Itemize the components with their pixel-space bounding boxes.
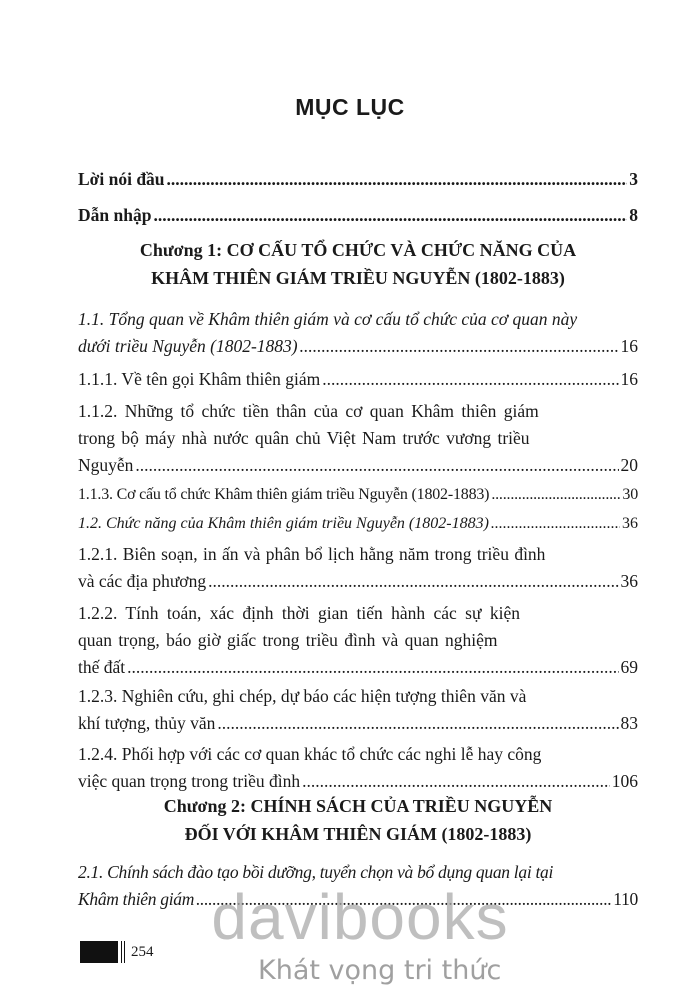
toc-entry-1-2[interactable] — [78, 510, 638, 537]
chapter-heading-line: Chương 1: CƠ CẤU TỔ CHỨC VÀ CHỨC NĂNG CỦA — [139, 240, 577, 260]
toc-entry-1-2-2[interactable] — [78, 600, 638, 681]
toc-entry-line: 1.1. Tổng quan về Khâm thiên giám và cơ cấu tổ chức của cơ quan này — [78, 309, 578, 329]
toc-entry-text: việc quan trọng trong triều đình — [78, 771, 301, 791]
toc-entry-preface[interactable] — [78, 166, 638, 193]
dot-leader — [167, 166, 628, 193]
footer-page-number: 254 — [131, 944, 154, 960]
chapter-heading-line: KHÂM THIÊN GIÁM TRIỀU NGUYỄN (1802-1883) — [151, 268, 565, 288]
toc-page-number: 30 — [622, 486, 638, 503]
dot-leader — [135, 452, 618, 479]
dot-leader — [491, 510, 620, 537]
toc-entry-1-2-1[interactable] — [78, 541, 638, 595]
chapter-heading-line: Chương 2: CHÍNH SÁCH CỦA TRIỀU NGUYỄN — [163, 796, 553, 816]
toc-page-number: 16 — [620, 369, 638, 389]
toc-page-number: 69 — [620, 657, 638, 677]
toc-entry-line: 1.2.4. Phối hợp với các cơ quan khác tổ chức các nghi lễ hay công — [78, 744, 542, 764]
dot-leader — [208, 568, 618, 595]
toc-entry-line: 1.2.3. Nghiên cứu, ghi chép, dự báo các hiện tượng thiên văn và — [78, 686, 527, 706]
footer-black-bar — [80, 941, 118, 963]
dot-leader — [322, 366, 618, 393]
toc-entry-line: 1.2.1. Biên soạn, in ấn và phân bổ lịch hằng năm trong triều đình — [78, 544, 546, 564]
toc-entry-text: Lời nói đầu — [78, 169, 165, 189]
toc-entry-line: quan trọng, báo giờ giấc trong triều đình và quan nghiệm — [78, 630, 498, 650]
toc-page-number: 20 — [620, 455, 638, 475]
toc-entry-2-1[interactable] — [78, 859, 638, 913]
toc-entry-text: Khâm thiên giám — [78, 889, 195, 909]
toc-entry-1-1[interactable] — [78, 306, 638, 360]
toc-entry-line: trong bộ máy nhà nước quân chủ Việt Nam trước vương triều — [78, 428, 530, 448]
dot-leader — [127, 654, 618, 681]
toc-entry-line: 2.1. Chính sách đào tạo bồi dưỡng, tuyển chọn và bổ dụng quan lại tại — [78, 862, 554, 882]
toc-entry-text: khí tượng, thủy văn — [78, 713, 216, 733]
toc-page-number: 3 — [629, 169, 638, 189]
toc-page-number: 83 — [620, 713, 638, 733]
toc-entry-line: 1.1.2. Những tổ chức tiền thân của cơ quan Khâm thiên giám — [78, 401, 539, 421]
chapter-1-heading — [78, 236, 638, 292]
chapter-heading-line: ĐỐI VỚI KHÂM THIÊN GIÁM (1802-1883) — [184, 824, 532, 844]
dot-leader — [196, 886, 611, 913]
toc-entry-text: Dẫn nhập — [78, 205, 152, 225]
watermark-slogan: Khát vọng tri thức — [258, 955, 502, 986]
toc-entry-1-1-1[interactable] — [78, 366, 638, 393]
toc-entry-1-1-3[interactable] — [78, 481, 638, 508]
dot-leader — [491, 481, 620, 508]
toc-title: MỤC LỤC — [295, 94, 405, 120]
toc-entry-text: và các địa phương — [78, 571, 207, 591]
toc-page-number: 16 — [620, 336, 638, 356]
toc-entry-text: Nguyễn — [78, 455, 134, 475]
footer-separator — [121, 941, 125, 963]
toc-entry-text: 1.2. Chức năng của Khâm thiên giám triều Nguyễn (1802-1883) — [78, 515, 489, 532]
watermark-brand: davibooks — [211, 881, 509, 953]
toc-entry-text: dưới triều Nguyễn (1802-1883) — [78, 336, 298, 356]
dot-leader — [302, 768, 610, 795]
toc-entry-1-2-3[interactable] — [78, 683, 638, 737]
toc-page-number: 106 — [611, 771, 638, 791]
toc-entry-introduction[interactable] — [78, 202, 638, 229]
dot-leader — [153, 202, 627, 229]
chapter-2-heading — [78, 792, 638, 848]
dot-leader — [217, 710, 618, 737]
toc-page-number: 36 — [622, 515, 638, 532]
toc-page-number: 110 — [613, 889, 638, 909]
dot-leader — [300, 333, 619, 360]
toc-page-number: 8 — [629, 205, 638, 225]
toc-entry-text: thế đất — [78, 657, 126, 677]
toc-entry-text: 1.1.3. Cơ cấu tổ chức Khâm thiên giám triều Nguyễn (1802-1883) — [78, 486, 490, 503]
toc-entry-text: 1.1.1. Về tên gọi Khâm thiên giám — [78, 369, 321, 389]
toc-entry-1-1-2[interactable] — [78, 398, 638, 479]
toc-entry-line: 1.2.2. Tính toán, xác định thời gian tiến hành các sự kiện — [78, 603, 520, 623]
toc-page-number: 36 — [620, 571, 638, 591]
toc-entry-1-2-4[interactable] — [78, 741, 638, 795]
